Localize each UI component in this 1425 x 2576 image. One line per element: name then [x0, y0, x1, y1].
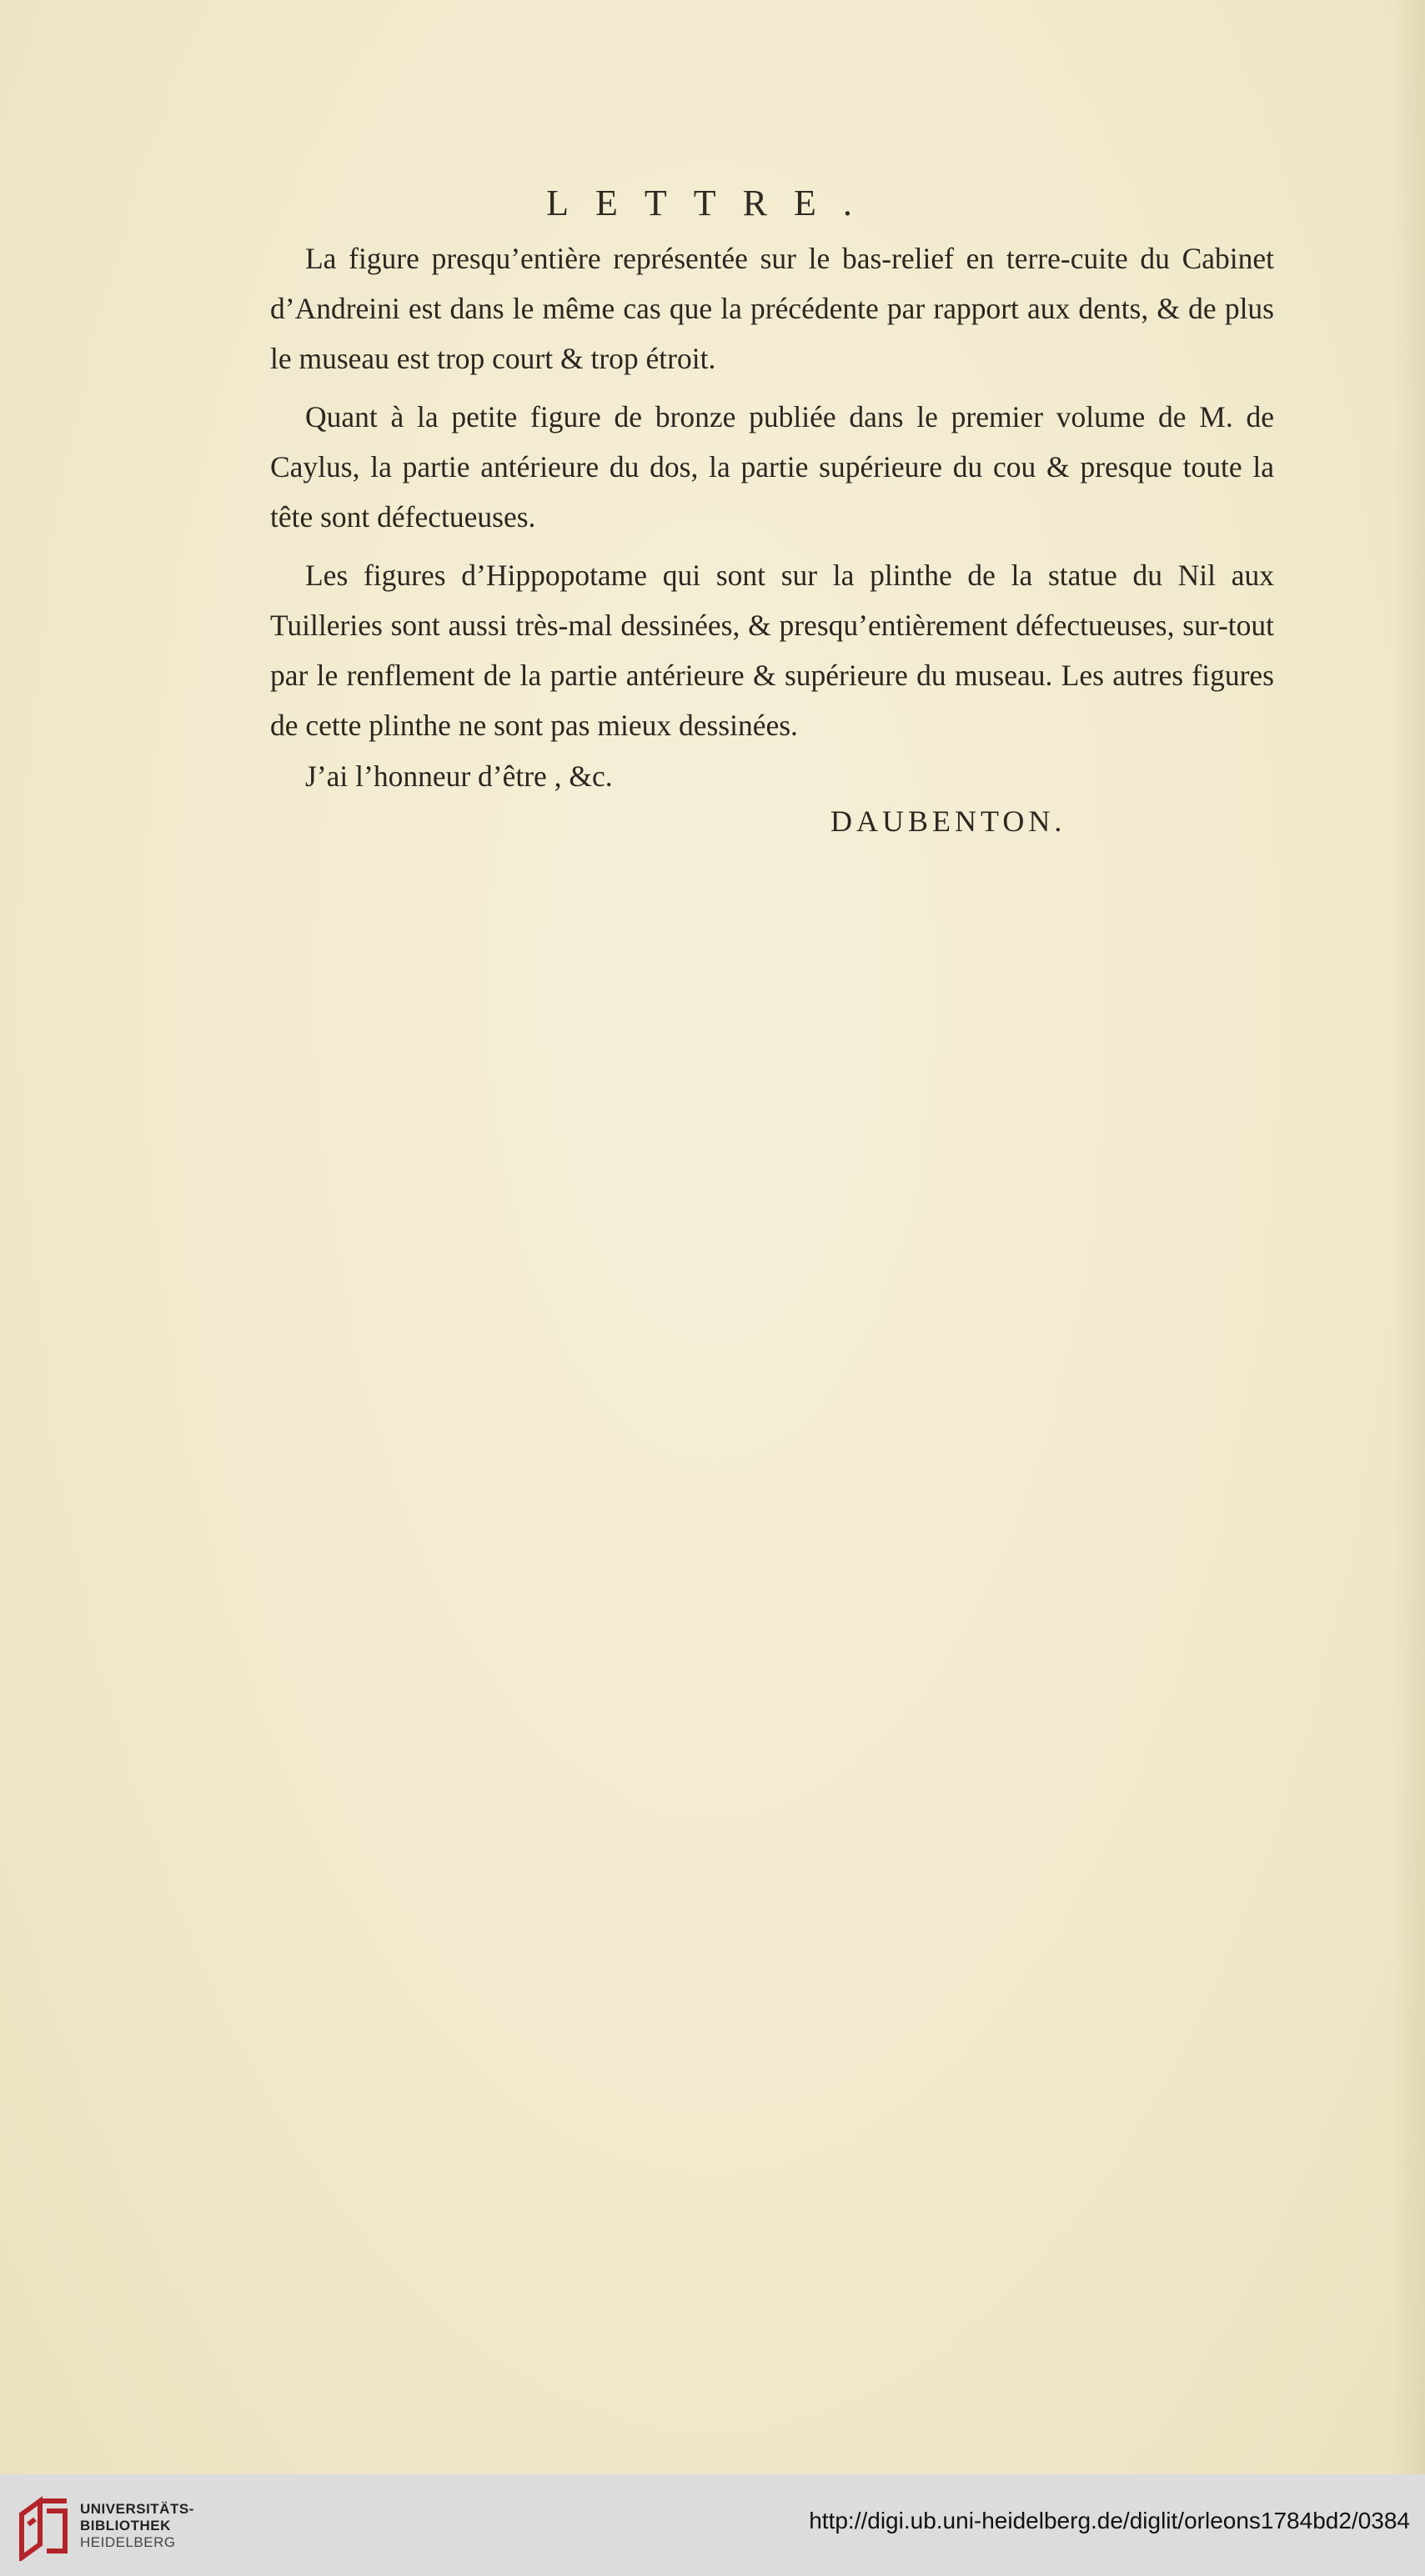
- page-edge-shading: [1392, 0, 1425, 2474]
- permalink-url[interactable]: http://digi.ub.uni-heidelberg.de/diglit/orleons1784bd2/0384: [809, 2508, 1410, 2533]
- page-heading: LETTRE.: [546, 183, 879, 223]
- library-name-line-3: HEIDELBERG: [80, 2534, 176, 2550]
- closing-line: J’ai l’honneur d’être , &c.: [305, 759, 613, 793]
- paragraph-2: Quant à la petite figure de bronze publiée dans le premier volume de M. de Caylus, la partie antérieure du dos, la partie supérieure du cou & presque toute la tête sont défectueuses.: [270, 400, 1274, 534]
- signature: DAUBENTON.: [830, 804, 1066, 838]
- library-name-line-1: UNIVERSITÄTS-: [80, 2501, 194, 2517]
- library-name-line-2: BIBLIOTHEK: [80, 2518, 171, 2533]
- paragraph-1: La figure presqu’entière représentée sur le bas-relief en terre-cuite du Cabinet d’Andreini est dans le même cas que la précédente par rapport aux dents, & de plus le museau est trop court & trop étroit.: [270, 242, 1274, 375]
- paragraph-3: Les figures d’Hippopotame qui sont sur la plinthe de la statue du Nil aux Tuilleries sont aussi très-mal dessinées, & presqu’entièrement défectueuses, sur-tout par le renflement de la partie antérieure & supérieure du museau. Les autres figures de cette plinthe ne sont pas mieux dessinées.: [270, 559, 1274, 742]
- university-library-logo-icon: [15, 2491, 73, 2561]
- library-name: [80, 2501, 194, 2551]
